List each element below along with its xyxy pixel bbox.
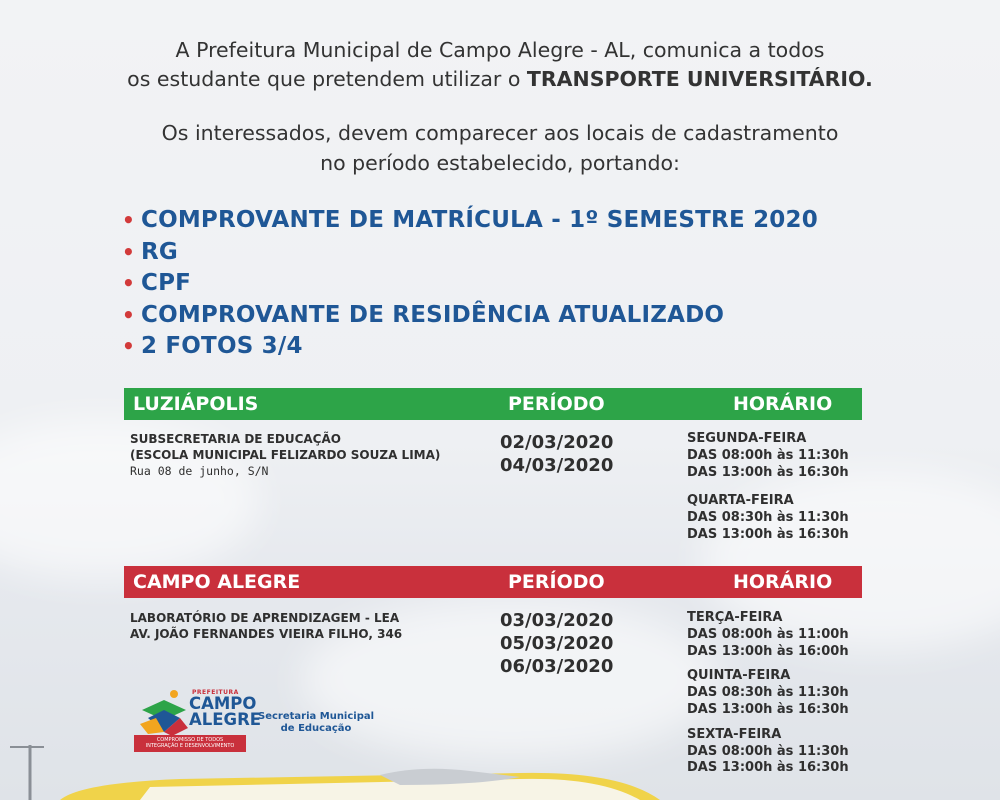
schedule-header: HORÁRIO: [733, 571, 833, 593]
intro-line-2: [0, 65, 1000, 94]
time-range: DAS 08:30h às 11:30h: [687, 510, 849, 526]
secretaria-line-2: de Educação: [280, 723, 352, 734]
date-item: 05/03/2020: [500, 633, 614, 654]
bullet-icon: •: [122, 239, 135, 264]
time-range: DAS 13:00h às 16:00h: [687, 643, 849, 659]
weekday-label: QUARTA-FEIRA: [687, 493, 794, 509]
slogan-line-2: INTEGRAÇÃO E DESENVOLVIMENTO: [145, 743, 235, 749]
time-range: DAS 08:00h às 11:30h: [687, 743, 849, 759]
instructions: [0, 118, 1000, 178]
bullet-icon: •: [122, 271, 135, 295]
instructions-line-2: no período estabelecido, portando:: [320, 151, 680, 175]
weekday-label: SEGUNDA-FEIRA: [687, 431, 807, 446]
address-line-1: SUBSECRETARIA DE EDUCAÇÃO: [130, 432, 341, 446]
logo-small-text: PREFEITURA: [192, 689, 239, 696]
logo-slogan: [134, 735, 246, 752]
requirement-item: [122, 268, 818, 300]
weekday-label: QUINTA-FEIRA: [687, 668, 791, 684]
intro-line-2-text: os estudante que pretendem utilizar o: [127, 67, 527, 91]
bullet-icon: •: [122, 208, 135, 232]
time-range: DAS 08:30h às 11:30h: [687, 685, 849, 701]
logo-name: [189, 696, 261, 728]
time-range: DAS 08:00h às 11:30h: [687, 447, 849, 463]
requirement-item: [122, 205, 818, 237]
period-header: PERÍODO: [508, 393, 605, 415]
address-line-1: LABORATÓRIO DE APRENDIZAGEM - LEA: [130, 611, 400, 625]
time-range: DAS 13:00h às 16:30h: [687, 760, 849, 776]
address-line-2: (ESCOLA MUNICIPAL FELIZARDO SOUZA LIMA): [130, 448, 441, 462]
bullet-icon: •: [122, 302, 135, 327]
logo-name-line-1: CAMPO: [189, 694, 257, 713]
address-line-3: Rua 08 de junho, S/N: [130, 464, 269, 478]
period-dates: [500, 609, 613, 678]
location-address: [130, 431, 440, 479]
location-name: CAMPO ALEGRE: [133, 571, 301, 593]
requirement-text: CPF: [140, 270, 192, 296]
requirement-text: COMPROVANTE DE RESIDÊNCIA ATUALIZADO: [140, 301, 725, 328]
weekday-label: TERÇA-FEIRA: [687, 610, 783, 625]
transport-name: TRANSPORTE UNIVERSITÁRIO.: [526, 67, 873, 91]
address-line-2: AV. JOÃO FERNANDES VIEIRA FILHO, 346: [130, 627, 403, 641]
schedule-block: [687, 431, 849, 544]
requirement-text: RG: [140, 238, 178, 265]
slogan-line-1: COMPROMISSO DE TODOS: [156, 737, 224, 743]
requirement-item: [122, 300, 818, 332]
requirement-item: [122, 237, 818, 269]
time-range: DAS 13:00h às 16:30h: [687, 701, 849, 717]
instructions-line-1: Os interessados, devem comparecer aos locais de cadastramento: [161, 121, 839, 145]
bullet-icon: •: [122, 334, 135, 358]
announcement-intro: [0, 36, 1000, 94]
weekday-label: SEXTA-FEIRA: [687, 726, 782, 742]
period-header: PERÍODO: [508, 571, 605, 593]
logo-name-line-2: ALEGRE: [189, 710, 262, 729]
requirement-text: 2 FOTOS 3/4: [140, 333, 303, 359]
date-item: 06/03/2020: [500, 656, 614, 677]
date-item: 03/03/2020: [500, 610, 614, 631]
date-item: 02/03/2020: [500, 432, 614, 453]
secretaria-label: [258, 711, 374, 735]
period-dates: [500, 431, 613, 477]
schedule-header: HORÁRIO: [733, 393, 833, 415]
secretaria-line-1: Secretaria Municipal: [258, 711, 375, 722]
requirements-list: [122, 205, 818, 363]
requirement-text: COMPROVANTE DE MATRÍCULA - 1º SEMESTRE 2020: [140, 207, 818, 233]
requirement-item: [122, 331, 818, 363]
time-range: DAS 13:00h às 16:30h: [687, 526, 849, 542]
location-name: LUZIÁPOLIS: [133, 393, 259, 415]
intro-line-1: A Prefeitura Municipal de Campo Alegre - AL, comunica a todos: [175, 38, 825, 62]
date-item: 04/03/2020: [500, 455, 614, 476]
location-header-campo-alegre: [124, 566, 862, 598]
time-range: DAS 08:00h às 11:00h: [687, 626, 849, 642]
location-header-luziapolis: [124, 388, 862, 420]
time-range: DAS 13:00h às 16:30h: [687, 464, 849, 480]
location-address: [130, 610, 402, 642]
